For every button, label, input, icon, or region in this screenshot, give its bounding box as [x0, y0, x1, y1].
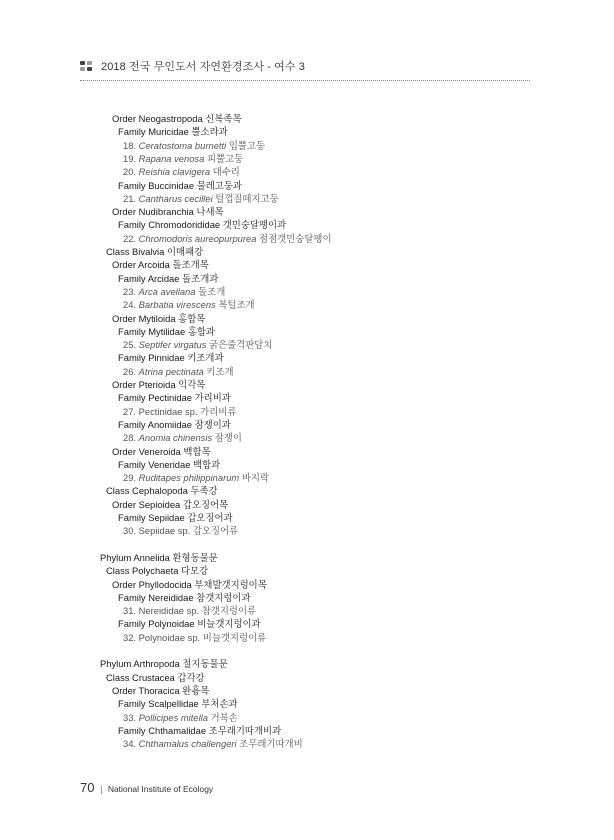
- korean-name: 가리비과: [194, 392, 231, 404]
- scientific-name: Arca avellana: [138, 285, 196, 297]
- species-number: 19.: [123, 152, 137, 164]
- taxon-name: Order Thoracica: [112, 684, 180, 696]
- species-entry: [123, 152, 243, 165]
- taxon-name: Family Anomiidae: [118, 418, 192, 430]
- taxon-name: Family Pectinidae: [118, 392, 192, 404]
- korean-name: 키조개: [206, 365, 234, 377]
- taxon-name: Family Sepiidae: [118, 512, 185, 523]
- species-number: 26.: [123, 365, 137, 377]
- korean-name: 참갯지렁이과: [196, 591, 251, 603]
- species-number: 24.: [123, 299, 137, 311]
- species-number: 21.: [123, 192, 137, 204]
- korean-name: 갑오징어류: [192, 525, 239, 537]
- korean-name: 돌조개과: [182, 272, 219, 284]
- family-heading: [118, 418, 231, 431]
- species-number: 29.: [123, 472, 137, 484]
- family-heading: [118, 179, 242, 192]
- scientific-name: Ceratostoma burnetti: [138, 139, 227, 151]
- korean-name: 바지락: [241, 472, 270, 484]
- taxon-name: Family Chthamalidae: [118, 724, 207, 736]
- korean-name: 두족강: [190, 485, 218, 497]
- korean-name: 물레고둥과: [196, 179, 242, 191]
- species-entry: [123, 524, 238, 537]
- taxon-name: Polynoidae sp.: [138, 631, 201, 643]
- taxon-name: Family Veneridae: [118, 458, 191, 470]
- species-number: 34.: [123, 738, 137, 750]
- header-divider: [80, 80, 530, 81]
- korean-name: 절지동물문: [182, 658, 228, 670]
- page-footer: [80, 780, 213, 798]
- species-entry: [123, 139, 265, 152]
- taxon-name: Order Veneroida: [112, 445, 181, 457]
- taxon-name: Phylum Annelida: [100, 551, 170, 563]
- korean-name: 조무래기따개비과: [208, 724, 282, 736]
- species-number: 27.: [123, 405, 137, 417]
- species-entry: [123, 232, 332, 245]
- species-entry: [123, 365, 234, 378]
- species-number: 18.: [123, 139, 137, 151]
- scientific-name: Chthamalus challengeri: [138, 738, 237, 750]
- species-entry: [123, 192, 279, 205]
- species-entry: [123, 604, 256, 617]
- taxon-name: Class Cephalopoda: [106, 485, 188, 497]
- taxon-name: Class Polychaeta: [106, 565, 179, 577]
- family-heading: [118, 218, 286, 231]
- species-number: 28.: [123, 432, 137, 444]
- taxon-name: Order Mytiloida: [112, 312, 176, 324]
- taxon-name: Order Nudibranchia: [112, 206, 194, 218]
- korean-name: 완흉목: [182, 684, 210, 696]
- species-entry: [123, 737, 303, 750]
- species-entry: [123, 338, 272, 351]
- korean-name: 피뿔고둥: [206, 152, 244, 164]
- korean-name: 키조개과: [187, 352, 224, 364]
- korean-name: 환형동물문: [172, 551, 218, 563]
- korean-name: 돌조개목: [172, 259, 209, 271]
- scientific-name: Anomia chinensis: [138, 432, 213, 444]
- order-heading: [112, 684, 209, 697]
- taxon-name: Order Arcoida: [112, 259, 170, 271]
- scientific-name: Chromodoris aureopurpurea: [138, 232, 257, 244]
- species-entry: [123, 711, 238, 724]
- running-header: [80, 54, 530, 78]
- korean-name: 굵은줄격판담치: [209, 339, 273, 351]
- korean-name: 백합과: [193, 458, 221, 470]
- family-heading: [118, 272, 218, 285]
- korean-name: 복털조개: [218, 299, 255, 311]
- class-heading: [106, 671, 205, 684]
- taxon-name: Phylum Arthropoda: [100, 658, 180, 670]
- scientific-name: Barbatia virescens: [138, 299, 216, 311]
- taxon-name: Order Pterioida: [112, 379, 176, 390]
- phylum-heading: [100, 551, 218, 564]
- scientific-name: Atrina pectinata: [138, 365, 204, 377]
- taxon-name: Family Arcidae: [118, 272, 180, 284]
- species-number: 20.: [123, 166, 137, 178]
- taxon-name: Family Mytilidae: [118, 325, 186, 337]
- family-heading: [118, 697, 238, 710]
- korean-name: 다모강: [181, 565, 209, 577]
- taxon-name: Family Scalpellidae: [118, 698, 199, 710]
- taxon-name: Pectinidae sp.: [138, 405, 198, 417]
- scientific-name: Rapana venosa: [138, 152, 205, 164]
- order-heading: [112, 312, 205, 325]
- taxon-name: Class Crustacea: [106, 671, 175, 683]
- taxon-name: Family Chromodorididae: [118, 219, 221, 231]
- family-heading: [118, 125, 228, 138]
- class-heading: [106, 564, 208, 577]
- korean-name: 비늘갯지렁이류: [202, 631, 267, 643]
- family-heading: [118, 458, 220, 471]
- grid-logo-icon: [80, 61, 94, 72]
- species-number: 30.: [123, 525, 137, 537]
- korean-name: 갑오징어목: [182, 498, 229, 510]
- korean-name: 홍합목: [178, 312, 206, 324]
- species-entry: [123, 165, 240, 178]
- class-heading: [106, 484, 218, 497]
- taxon-name: Nereididae sp.: [138, 605, 200, 617]
- korean-name: 갑오징어과: [187, 512, 233, 523]
- species-entry: [123, 631, 266, 644]
- taxon-name: Class Bivalvia: [106, 246, 165, 257]
- korean-name: 비늘갯지렁이과: [197, 618, 261, 630]
- order-heading: [112, 498, 228, 511]
- korean-name: 부처손과: [201, 698, 238, 710]
- species-entry: [123, 431, 242, 444]
- phylum-heading: [100, 657, 228, 670]
- korean-name: 털껍질떼지고둥: [215, 192, 279, 204]
- korean-name: 뿔소라과: [191, 126, 228, 138]
- footer-institute: National Institute of Ecology: [107, 784, 214, 794]
- korean-name: 돌조개: [198, 285, 226, 297]
- korean-name: 이매패강: [166, 246, 204, 257]
- footer-separator: |: [100, 784, 103, 794]
- order-heading: [112, 445, 211, 458]
- header-title: 2018 전국 무인도서 자연환경조사 - 여수 3: [101, 61, 305, 73]
- korean-name: 조무래기따개비: [239, 738, 303, 750]
- korean-name: 익각목: [178, 379, 206, 390]
- korean-name: 거북손: [210, 711, 238, 723]
- family-heading: [118, 591, 251, 604]
- family-heading: [118, 511, 233, 524]
- korean-name: 부채발갯지렁이목: [194, 578, 267, 590]
- scientific-name: Ruditapes philippinarum: [138, 472, 240, 484]
- korean-name: 점점갯민숭달팽이: [259, 232, 332, 244]
- page-number: 70: [80, 780, 95, 795]
- korean-name: 갯민숭달팽이과: [222, 219, 287, 231]
- taxon-name: Family Nereididae: [118, 591, 194, 603]
- order-heading: [112, 578, 267, 591]
- species-number: 22.: [123, 232, 137, 244]
- korean-name: 잠쟁이: [214, 432, 242, 444]
- family-heading: [118, 724, 281, 737]
- taxon-name: Order Phyllodocida: [112, 578, 192, 590]
- korean-name: 신복족목: [205, 113, 242, 124]
- korean-name: 갑각강: [177, 671, 205, 683]
- species-entry: [123, 405, 236, 418]
- family-heading: [118, 617, 261, 630]
- family-heading: [118, 351, 224, 364]
- scientific-name: Septifer virgatus: [138, 339, 207, 351]
- order-heading: [112, 258, 209, 271]
- scientific-name: Pollicipes mitella: [138, 711, 208, 723]
- taxon-name: Sepiidae sp.: [138, 525, 191, 537]
- class-heading: [106, 245, 203, 258]
- order-heading: [112, 205, 224, 218]
- family-heading: [118, 325, 215, 338]
- species-number: 31.: [123, 605, 137, 617]
- species-entry: [123, 285, 225, 298]
- taxon-name: Family Pinnidae: [118, 352, 185, 364]
- taxon-name: Order Sepioidea: [112, 498, 181, 510]
- species-number: 23.: [123, 285, 137, 297]
- korean-name: 가리비류: [200, 405, 237, 417]
- species-number: 25.: [123, 339, 137, 351]
- taxon-name: Family Buccinidae: [118, 179, 195, 191]
- korean-name: 잠쟁이과: [194, 418, 231, 430]
- species-number: 33.: [123, 711, 137, 723]
- korean-name: 나새목: [196, 206, 224, 218]
- taxon-name: Family Muricidae: [118, 126, 189, 138]
- korean-name: 참갯지렁이류: [201, 605, 257, 617]
- taxon-name: Family Polynoidae: [118, 618, 195, 630]
- order-heading: [112, 378, 205, 391]
- scientific-name: Cantharus cecillei: [138, 192, 213, 204]
- korean-name: 홍합과: [187, 325, 215, 337]
- korean-name: 입뿔고둥: [228, 139, 266, 151]
- family-heading: [118, 391, 231, 404]
- taxon-name: Order Neogastropoda: [112, 113, 203, 124]
- order-heading: [112, 112, 242, 125]
- korean-name: 백합목: [183, 445, 211, 457]
- species-entry: [123, 298, 255, 311]
- species-entry: [123, 471, 269, 484]
- species-number: 32.: [123, 631, 137, 643]
- scientific-name: Reishia clavigera: [138, 166, 211, 178]
- korean-name: 대수리: [212, 166, 240, 178]
